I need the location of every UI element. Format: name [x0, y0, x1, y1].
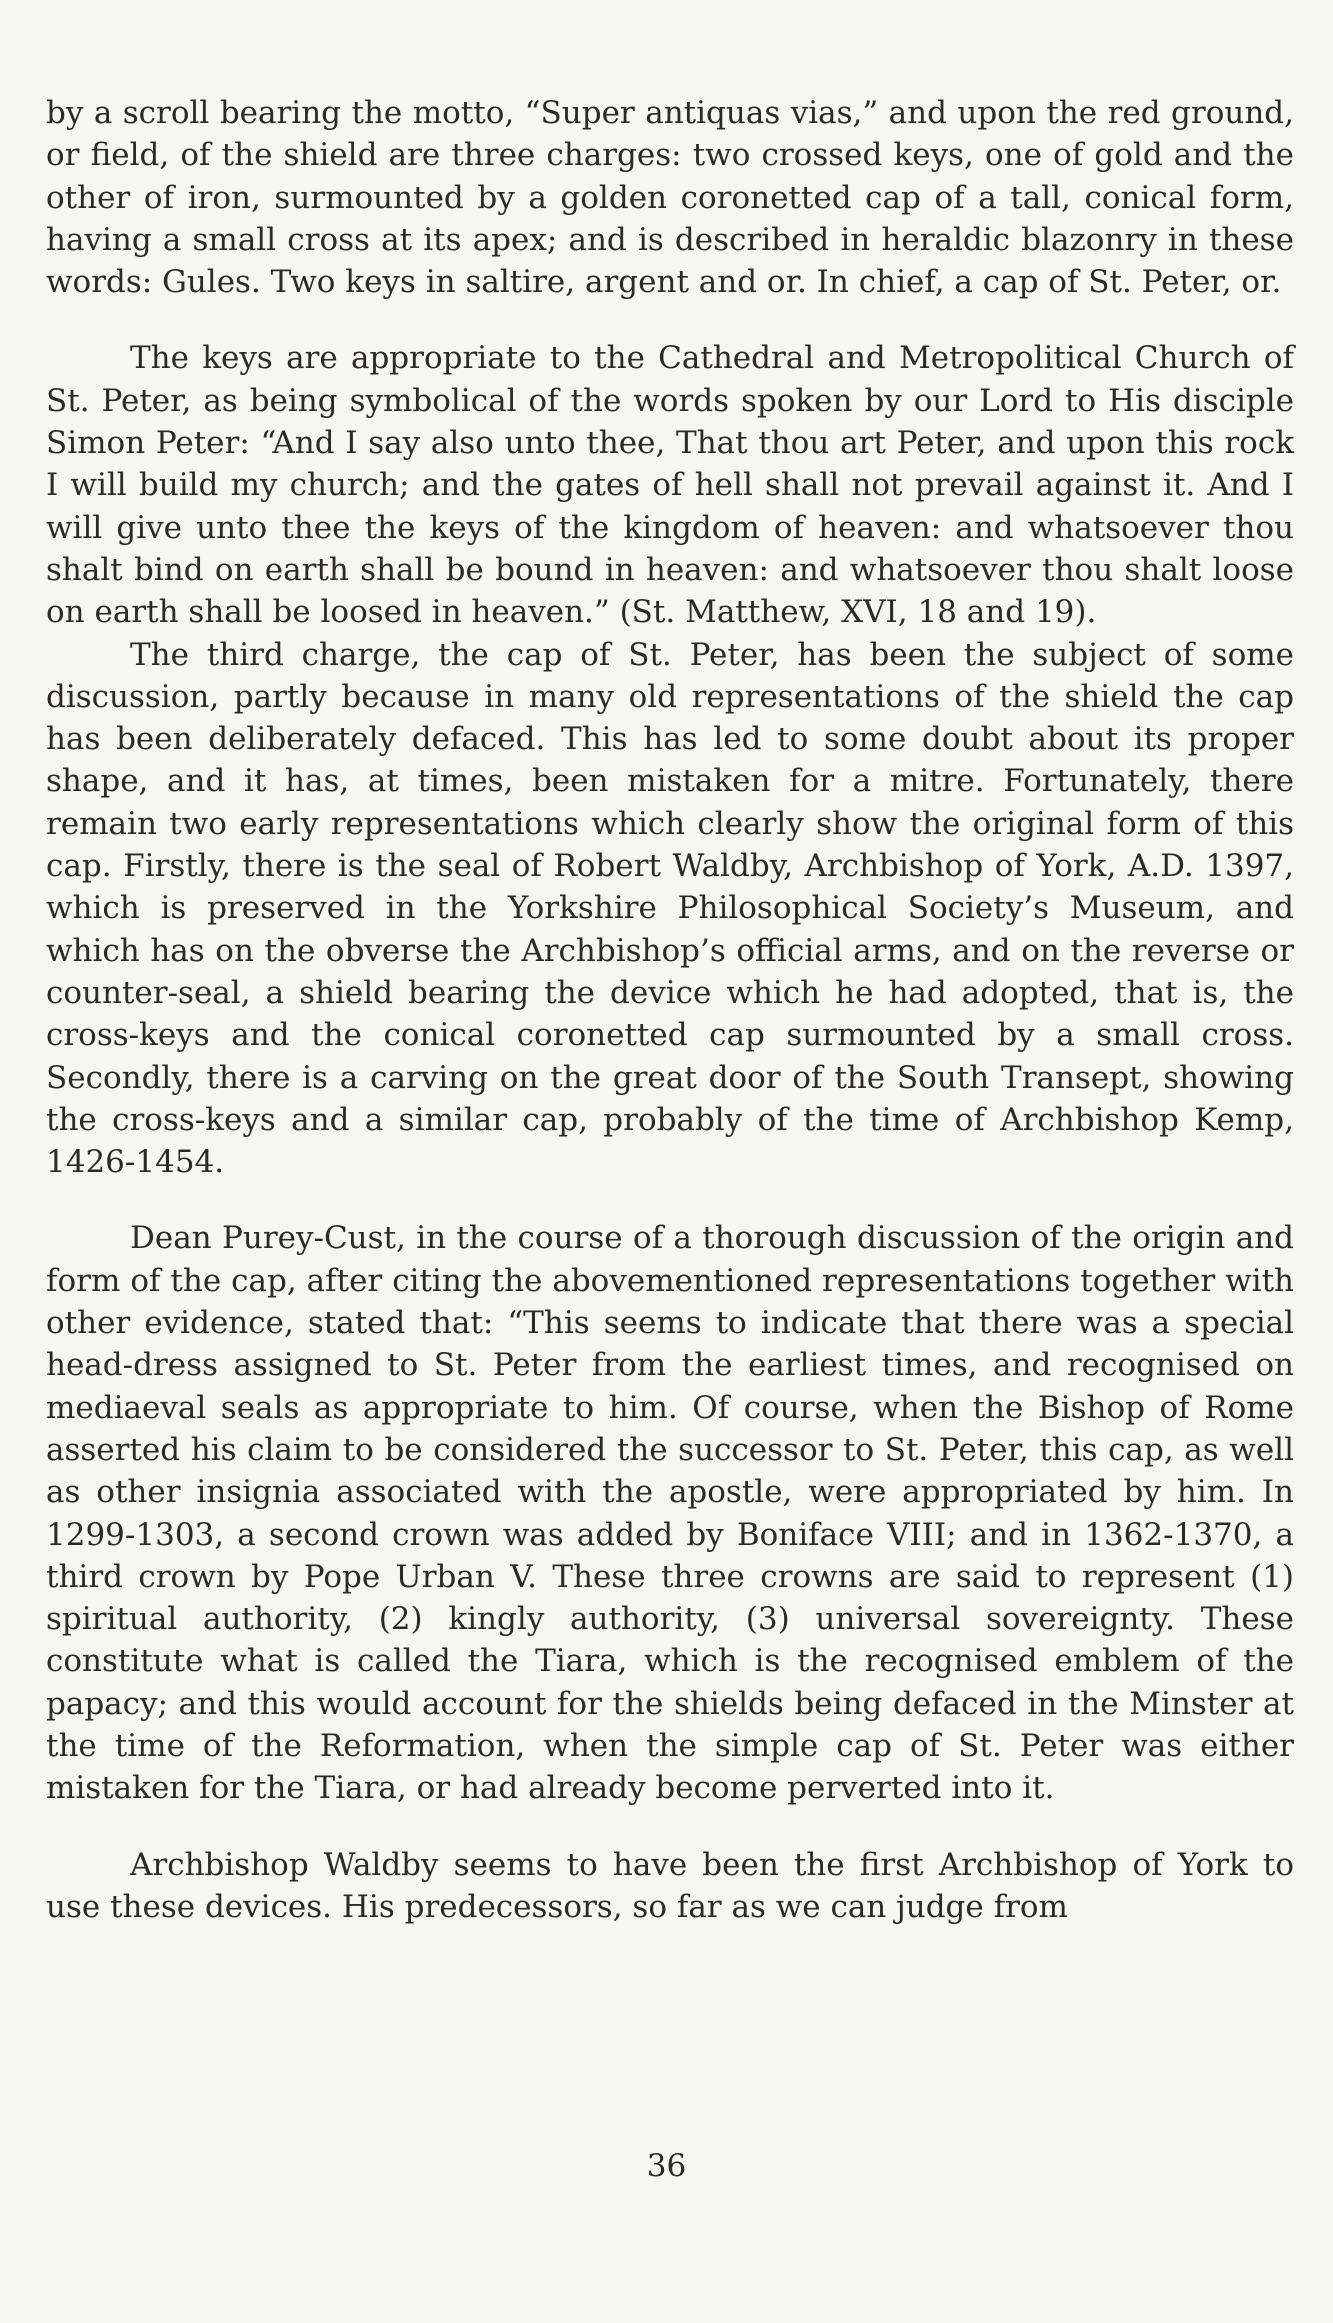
paragraph-shield-description: by a scroll bearing the motto, “Super antiquas vias,” and upon the red ground, or field, of the shield are three charges: two crossed keys, one of gold and the other of iron, surmounted by a golden coronetted cap of a tall, conical form, having a small cross at its apex; and is described in heraldic blazonry in these words: Gules. Two keys in saltire, argent and or. In chief, a cap of St. Peter, or. — [46, 95, 1294, 301]
page-body — [46, 92, 1294, 1928]
paragraph-dean-purey-cust: Dean Purey-Cust, in the course of a thorough discussion of the origin and form of the cap, after citing the abovementioned representations together with other evidence, stated that: “This seems to indicate that there was a special head-dress assigned to St. Peter from the earliest times, and recognised on mediaeval seals as appropriate to him. Of course, when the Bishop of Rome asserted his claim to be considered the successor to St. Peter, this cap, as well as other insignia associated with the apostle, were appropriated by him. In 1299-1303, a second crown was added by Boniface VIII; and in 1362-1370, a third crown by Pope Urban V. These three crowns are said to represent (1) spiritual authority, (2) kingly authority, (3) universal sovereignty. These constitute what is called the Tiara, which is the recognised emblem of the papacy; and this would account for the shields being defaced in the Minster at the time of the Reformation, when the simple cap of St. Peter was either mistaken for the Tiara, or had already become perverted into it. — [46, 1220, 1294, 1807]
paragraph-cap: The third charge, the cap of St. Peter, has been the subject of some discussion, partly because in many old representations of the shield the cap has been deliberately defaced. This has led to some doubt about its proper shape, and it has, at times, been mistaken for a mitre. Fortunately, there remain two early representations which clearly show the original form of this cap. Firstly, there is the seal of Robert Waldby, Archbishop of York, A.D. 1397, which is preserved in the Yorkshire Philosophical Society’s Museum, and which has on the obverse the Archbishop’s official arms, and on the reverse or counter-seal, a shield bearing the device which he had adopted, that is, the cross-keys and the conical coronetted cap surmounted by a small cross. Secondly, there is a carving on the great door of the South Transept, showing the cross-keys and a similar cap, probably of the time of Archbishop Kemp, 1426-1454. — [46, 636, 1294, 1181]
paragraph-keys: The keys are appropriate to the Cathedral and Metropolitical Church of St. Peter, as being symbolical of the words spoken by our Lord to His disciple Simon Peter: “And I say also unto thee, That thou art Peter, and upon this rock I will build my church; and the gates of hell shall not prevail against it. And I will give unto thee the keys of the kingdom of heaven: and whatsoever thou shalt bind on earth shall be bound in heaven: and whatsoever thou shalt loose on earth shall be loosed in heaven.” (St. Matthew, XVI, 18 and 19). — [46, 340, 1294, 631]
page-number: 36 — [646, 2148, 687, 2184]
paragraph-archbishop-waldby: Archbishop Waldby seems to have been the first Archbishop of York to use these devices. His predecessors, so far as we can judge from — [46, 1846, 1294, 1925]
